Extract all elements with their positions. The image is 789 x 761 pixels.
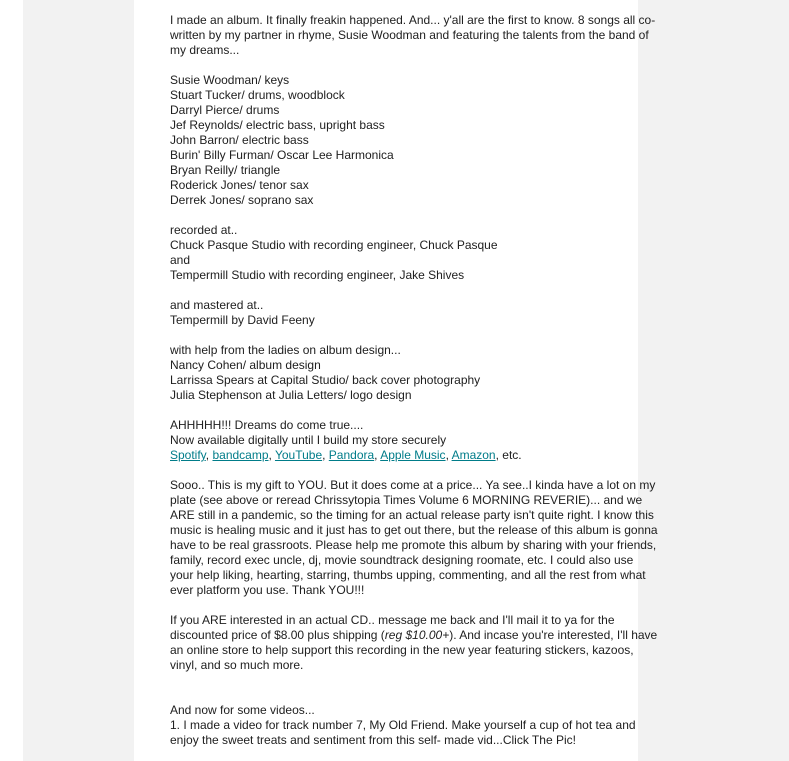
mastering-credit: Tempermill by David Feeny <box>170 313 315 327</box>
spacer <box>170 598 658 613</box>
spacer <box>170 283 658 298</box>
musician-credit: Jef Reynolds/ electric bass, upright bass <box>170 118 385 132</box>
gift-paragraph: Sooo.. This is my gift to YOU. But it does come at a price... Ya see..I kinda have a lot on my plate (see above or reread Chrissytopia Times Volume 6 MORNING REVERIE)... and we ARE still in a pandemic, so the timing for an actual release party isn't quite right. I know this music is healing music and it just has to get out there, but the release of this album is gonna have to be real grassroots. Please help me promote this album by sharing with your friends, family, record exec uncle, dj, movie soundtrack designing roomate, etc. I could also use your help liking, hearting, starring, thumbs upping, commenting, and all the rest from what ever platform you use. Thank YOU!!! <box>170 478 658 597</box>
cd-offer-text: ). And incase you're interested, I'll have an online store to help support this recording in the new year featuring stickers, kazoos, vinyl, and so much more. <box>170 628 658 672</box>
musician-credit: Derrek Jones/ soprano sax <box>170 193 314 207</box>
bandcamp-link[interactable]: bandcamp <box>212 448 269 462</box>
platform-links <box>170 448 658 463</box>
link-separator: , <box>268 448 275 462</box>
musician-credit: Darryl Pierce/ drums <box>170 103 280 117</box>
youtube-link[interactable]: YouTube <box>274 448 323 462</box>
amazon-link[interactable]: Amazon <box>451 448 496 462</box>
design-credit: Julia Stephenson at Julia Letters/ logo design <box>170 388 412 402</box>
spacer <box>170 688 658 703</box>
regular-price: reg $10.00+ <box>384 628 450 642</box>
spacer <box>170 403 658 418</box>
musician-credit: Bryan Reilly/ triangle <box>170 163 281 177</box>
recording-credits <box>170 223 658 283</box>
conjunction: and <box>170 253 191 267</box>
link-separator: , <box>322 448 329 462</box>
link-separator: , <box>374 448 381 462</box>
musician-credit: Susie Woodman/ keys <box>170 73 290 87</box>
videos-section <box>170 703 658 748</box>
design-credit: Nancy Cohen/ album design <box>170 358 321 372</box>
link-separator: , <box>445 448 452 462</box>
spacer <box>170 463 658 478</box>
musician-credit: Stuart Tucker/ drums, woodblock <box>170 88 345 102</box>
mastered-heading: and mastered at.. <box>170 298 264 312</box>
recorded-heading: recorded at.. <box>170 223 238 237</box>
design-heading: with help from the ladies on album design... <box>170 343 401 357</box>
spacer <box>170 58 658 73</box>
studio-credit: Tempermill Studio with recording engineer, Jake Shives <box>170 268 465 282</box>
apple-music-link[interactable]: Apple Music <box>380 448 446 462</box>
newsletter-body <box>170 13 658 748</box>
design-credits <box>170 343 658 403</box>
design-credit: Larrissa Spears at Capital Studio/ back cover photography <box>170 373 481 387</box>
cd-offer-text: If you ARE interested in an actual CD.. message me back and I'll mail it to ya for the discounted price of $8.00 plus shipping ( <box>170 613 615 642</box>
announce-headline: AHHHHH!!! Dreams do come true.... <box>170 418 364 432</box>
pandora-link[interactable]: Pandora <box>328 448 375 462</box>
link-separator: , <box>205 448 213 462</box>
cd-offer-paragraph <box>170 613 658 673</box>
spacer <box>170 328 658 343</box>
mastering-credits <box>170 298 658 328</box>
musician-credit: Roderick Jones/ tenor sax <box>170 178 309 192</box>
musician-credit: Burin' Billy Furman/ Oscar Lee Harmonica <box>170 148 394 162</box>
availability-announcement <box>170 418 658 463</box>
spacer <box>170 208 658 223</box>
video-item: 1. I made a video for track number 7, My Old Friend. Make yourself a cup of hot tea and enjoy the sweet treats and sentiment from this self- made vid...Click The Pic! <box>170 718 636 747</box>
links-etc: , etc. <box>495 448 522 462</box>
videos-heading: And now for some videos... <box>170 703 315 717</box>
studio-credit: Chuck Pasque Studio with recording engineer, Chuck Pasque <box>170 238 498 252</box>
musician-credit: John Barron/ electric bass <box>170 133 309 147</box>
intro-paragraph: I made an album. It finally freakin happened. And... y'all are the first to know. 8 songs all co-written by my partner in rhyme, Susie Woodman and featuring the talents from the band of my dreams... <box>170 13 656 57</box>
spotify-link[interactable]: Spotify <box>170 448 206 462</box>
spacer <box>170 673 658 688</box>
availability-note: Now available digitally until I build my store securely <box>170 433 447 447</box>
musician-credits <box>170 73 658 208</box>
